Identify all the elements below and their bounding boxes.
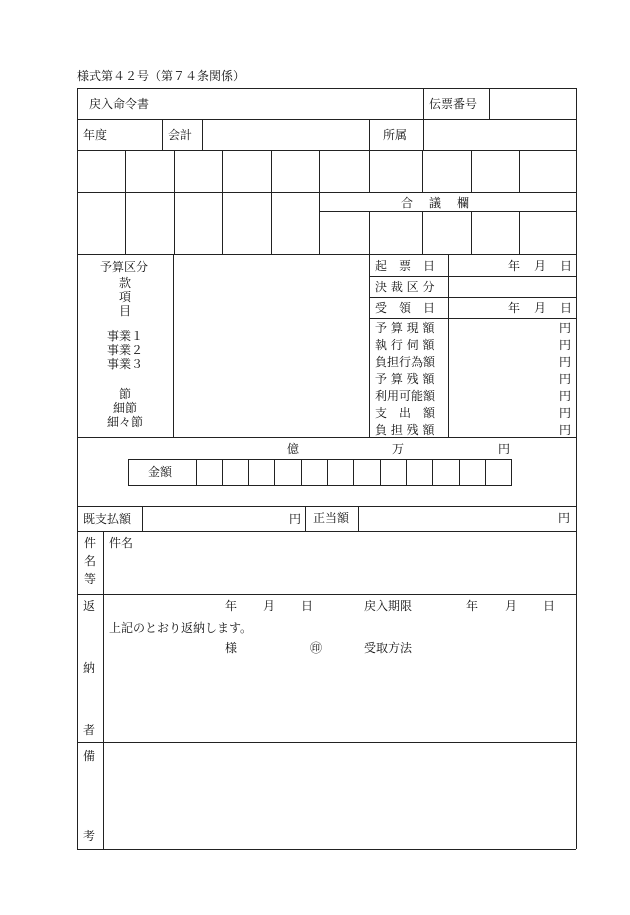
kou-label: 項 bbox=[118, 290, 131, 304]
department-label: 所属 bbox=[383, 128, 408, 142]
draft-date-label: 起 票 日 bbox=[375, 259, 436, 273]
yen-unit-kingaku: 円 bbox=[498, 442, 511, 456]
saisetsu-label: 細節 bbox=[112, 401, 137, 415]
saisaisetsu-label: 細々節 bbox=[106, 415, 143, 429]
account-field[interactable] bbox=[203, 120, 368, 149]
subject-label: 件名 bbox=[109, 536, 134, 550]
return-deadline-label: 戻入期限 bbox=[364, 599, 413, 613]
receipt-date-label: 受 領 日 bbox=[375, 301, 436, 315]
account-label: 会計 bbox=[168, 128, 193, 142]
amount-row-label: 執 行 伺 額 bbox=[375, 338, 435, 352]
yen-unit: 円 bbox=[558, 338, 571, 352]
denpyo-number-label: 伝票番号 bbox=[429, 97, 478, 111]
subject-side-label: 件 名 等 bbox=[83, 536, 96, 586]
document-title: 戻入命令書 bbox=[89, 97, 150, 111]
receipt-date-year: 年 bbox=[508, 301, 521, 315]
moku-label: 目 bbox=[118, 304, 131, 318]
yen-unit: 円 bbox=[558, 423, 571, 437]
remarks-field[interactable] bbox=[104, 743, 575, 848]
yen-unit: 円 bbox=[558, 321, 571, 335]
receipt-method-label: 受取方法 bbox=[364, 641, 413, 655]
proper-amount-label: 正当額 bbox=[313, 511, 350, 525]
already-paid-yen: 円 bbox=[289, 512, 302, 526]
man-unit: 万 bbox=[392, 442, 405, 456]
amount-row-labels bbox=[375, 320, 445, 439]
form-number-title: 様式第４２号（第７４条関係） bbox=[77, 69, 246, 83]
amount-row-label: 負 担 残 額 bbox=[375, 423, 435, 437]
yen-unit: 円 bbox=[558, 389, 571, 403]
budget-category-label: 予算区分 bbox=[100, 260, 149, 274]
approval-category-label: 決 裁 区 分 bbox=[375, 280, 435, 294]
amount-row-units bbox=[555, 320, 571, 439]
department-field[interactable] bbox=[424, 120, 575, 149]
already-paid-label: 既支払額 bbox=[83, 512, 132, 526]
returner-side-label-2: 納 bbox=[83, 661, 96, 675]
receipt-date-month: 月 bbox=[534, 301, 547, 315]
fiscal-year-label: 年度 bbox=[83, 128, 108, 142]
amount-row-label: 支 出 額 bbox=[375, 406, 436, 420]
proper-amount-field[interactable] bbox=[359, 507, 554, 530]
return-statement: 上記のとおり返納します。 bbox=[109, 621, 253, 635]
draft-date-year: 年 bbox=[508, 259, 521, 273]
receipt-date-day: 日 bbox=[560, 301, 573, 315]
kan-label: 款 bbox=[118, 276, 131, 290]
already-paid-field[interactable] bbox=[143, 507, 288, 530]
deadline-year: 年 bbox=[466, 599, 479, 613]
return-date-month: 月 bbox=[263, 599, 276, 613]
returner-field[interactable] bbox=[104, 660, 575, 741]
oku-unit: 億 bbox=[287, 442, 300, 456]
jigyo3-label: 事業３ bbox=[106, 357, 143, 371]
draft-date-month: 月 bbox=[534, 259, 547, 273]
consultation-column-label: 合 議 欄 bbox=[401, 196, 472, 210]
amount-row-label: 利用可能額 bbox=[375, 389, 436, 403]
draft-date-day: 日 bbox=[560, 259, 573, 273]
proper-amount-yen: 円 bbox=[558, 511, 571, 525]
fiscal-year-field[interactable] bbox=[126, 120, 161, 149]
yen-unit: 円 bbox=[558, 372, 571, 386]
yen-unit: 円 bbox=[558, 406, 571, 420]
amount-row-label: 負担行為額 bbox=[375, 355, 436, 369]
sama-label: 様 bbox=[225, 641, 238, 655]
remarks-side-label-1: 備 bbox=[83, 749, 96, 763]
returner-side-label-1: 返 bbox=[83, 599, 96, 613]
subject-field[interactable] bbox=[104, 552, 575, 593]
jigyo2-label: 事業２ bbox=[106, 343, 143, 357]
deadline-month: 月 bbox=[505, 599, 518, 613]
seal-icon: ㊞ bbox=[310, 641, 323, 655]
returner-side-label-3: 者 bbox=[83, 723, 96, 737]
amount-row-label: 予 算 現 額 bbox=[375, 321, 435, 335]
yen-unit: 円 bbox=[558, 355, 571, 369]
amount-row-label: 予 算 残 額 bbox=[375, 372, 435, 386]
return-date-day: 日 bbox=[301, 599, 314, 613]
deadline-day: 日 bbox=[543, 599, 556, 613]
return-date-year: 年 bbox=[225, 599, 238, 613]
jigyo1-label: 事業１ bbox=[106, 329, 143, 343]
amount-digit-boxes[interactable] bbox=[197, 460, 511, 484]
remarks-side-label-2: 考 bbox=[83, 829, 96, 843]
budget-category-field[interactable] bbox=[174, 255, 368, 436]
denpyo-number-field[interactable] bbox=[490, 89, 575, 118]
amount-label: 金額 bbox=[148, 465, 173, 479]
approval-category-field[interactable] bbox=[449, 277, 575, 296]
setsu-label: 節 bbox=[118, 387, 131, 401]
